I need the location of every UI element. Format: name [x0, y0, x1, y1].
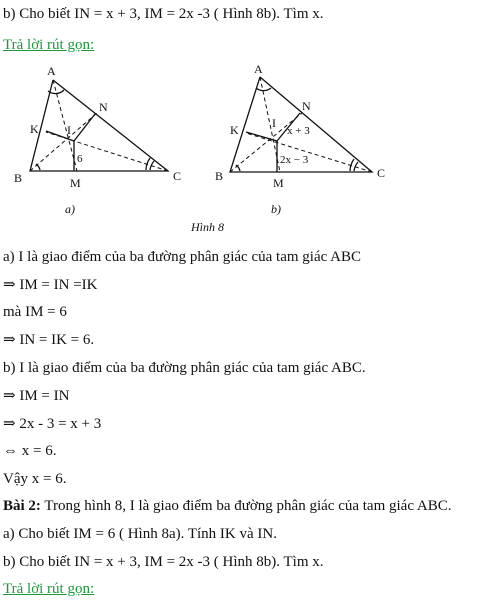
solution-a-1: a) I là giao điểm của ba đường phân giác của tam giác ABC	[3, 249, 362, 265]
label-b-I: I	[272, 116, 276, 130]
solution-a-4: ⇒ IN = IK = 6.	[3, 332, 95, 348]
exercise-label: Bài 2:	[3, 498, 41, 514]
label-b-M: M	[273, 176, 284, 190]
solution-a-2: ⇒ IM = IN =IK	[3, 277, 98, 293]
solution-a-3: mà IM = 6	[3, 304, 67, 320]
label-b-B: B	[215, 169, 224, 183]
answer-heading-top[interactable]: Trả lời rút gọn:	[3, 37, 95, 53]
solution-b-1: b) I là giao điểm của ba đường phân giác của tam giác ABC.	[3, 360, 366, 376]
label-a-N: N	[99, 100, 108, 114]
triangle-a	[30, 80, 168, 171]
value-b-in: x + 3	[287, 125, 310, 137]
label-a-C: C	[173, 169, 182, 183]
solution-b-5: Vậy x = 6.	[3, 471, 67, 487]
solution-b-4: ⇔ x = 6.	[3, 443, 57, 459]
solution-b-3: ⇒ 2x - 3 = x + 3	[3, 416, 102, 432]
question-b-top: b) Cho biết IN = x + 3, IM = 2x -3 ( Hình 8b). Tìm x.	[3, 6, 324, 22]
label-b-N: N	[302, 99, 311, 113]
sub-label-a: a)	[65, 202, 75, 216]
label-a-B: B	[14, 171, 23, 185]
value-b-im: 2x − 3	[280, 154, 309, 166]
exercise-2-statement	[3, 497, 452, 515]
solution-b-2: ⇒ IM = IN	[3, 388, 70, 404]
value-a-im: 6	[77, 153, 83, 165]
label-b-A: A	[254, 62, 263, 76]
answer-heading-bottom[interactable]: Trả lời rút gọn:	[3, 581, 95, 597]
label-a-I: I	[67, 123, 71, 137]
sub-label-b: b)	[271, 202, 281, 216]
figure-hinh-8	[0, 56, 477, 236]
figure-caption: Hình 8	[191, 220, 224, 234]
exercise-text: Trong hình 8, I là giao điểm ba đường phân giác của tam giác ABC.	[44, 498, 452, 514]
label-b-K: K	[230, 123, 239, 137]
label-a-K: K	[30, 122, 39, 136]
label-a-A: A	[47, 64, 56, 78]
label-a-M: M	[70, 176, 81, 190]
exercise-2-part-b: b) Cho biết IN = x + 3, IM = 2x -3 ( Hình 8b). Tìm x.	[3, 554, 324, 570]
exercise-2-part-a: a) Cho biết IM = 6 ( Hình 8a). Tính IK và IN.	[3, 526, 277, 542]
label-b-C: C	[377, 166, 386, 180]
